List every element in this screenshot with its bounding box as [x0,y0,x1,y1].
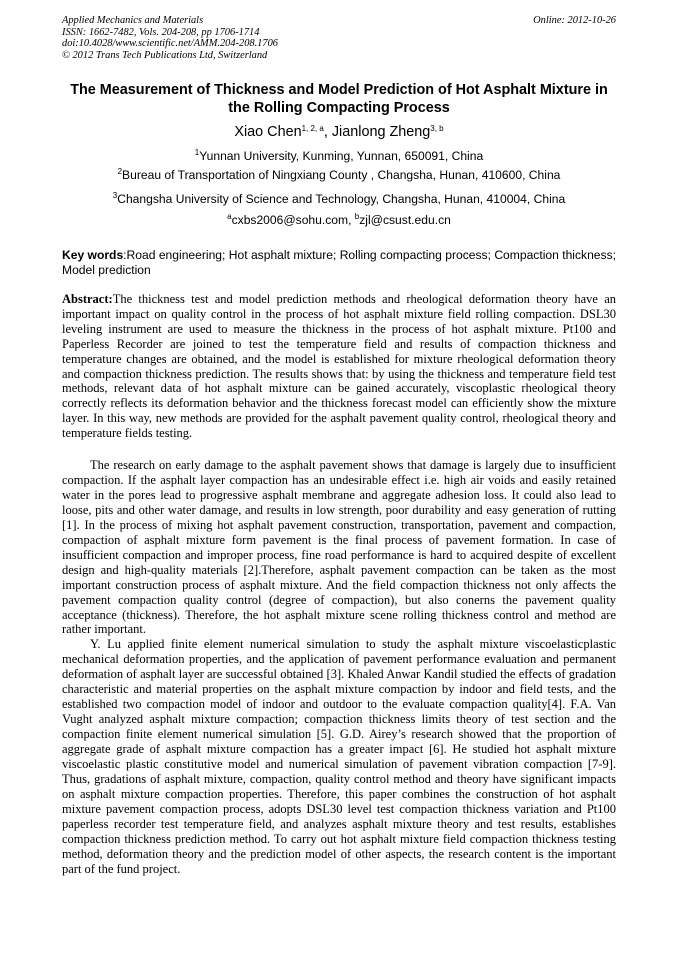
author-name: Xiao Chen [234,124,302,140]
paper-title: The Measurement of Thickness and Model Prediction of Hot Asphalt Mixture in the Rolling Compacting Process [70,82,608,116]
affiliation [62,168,616,184]
affiliation-superscript: 3 [112,191,118,200]
email-link[interactable]: zjl@csust.edu.cn [359,213,451,227]
copyright-line: © 2012 Trans Tech Publications Ltd, Switzerland [62,49,268,61]
abstract-section [62,292,616,441]
affiliation [62,149,616,165]
author-superscript: 3, b [430,124,444,133]
keywords-section [62,248,616,278]
email-superscript: b [354,212,360,221]
affiliation-superscript: 1 [194,148,200,157]
doi-line: doi:10.4028/www.scientific.net/AMM.204-208.1706 [62,38,278,50]
issn-line: ISSN: 1662-7482, Vols. 204-208, pp 1706-1714 [62,26,260,38]
affiliation-superscript: 2 [117,167,123,176]
author-emails [62,213,616,229]
keywords-text: Road engineering; Hot asphalt mixture; Rolling compacting process; Compaction thickness; Model prediction [62,248,616,278]
abstract-text: The thickness test and model prediction methods and rheological deformation theory have an important impact on quality control in the process of hot asphalt mixture field rolling compaction. DSL30 leveling instrument are used to measure the thickness in the process of hot asphalt mixture. Pt100 and Paperless Recorder are joined to test the temperature field and results of compaction thickness and temperature changes are obtained, and the model is established for mixture rheological deformation theory and compaction thickness prediction. The results shows that: by using the thickness and temperature field test methods, relevant data of hot asphalt mixture can be gained accurately, viscoplastic rheological theory correctly reflects its deformation behavior and the thickness forecast model can efficiently show the mixture layer. In this way, new methods are provided for the asphalt pavement quality control, rheological theory and temperature fields testing. [62,292,616,441]
keywords-separator: : [123,248,127,262]
abstract-label: Abstract: [62,292,113,306]
author-name: Jianlong Zheng [331,124,431,140]
body-paragraph: Y. Lu applied finite element numerical simulation to study the asphalt mixture viscoelasticplastic mechanical deformation properties, and the application of pavement performance evaluation and permanent deformation of asphalt layer are successful obtained [3]. Khaled Anwar Kandil studied the effects of gradation characteristic and material properties on the asphalt mixture compaction by indoor and field tests, and the established two compaction model of indoor and outdoor to the evaluate compaction quality[4]. F.A. Van Vught analyzed asphalt mixture compaction; compaction thickness limits theory of test section and the compaction finite element numerical simulation [5]. G.D. Airey’s research showed that the proportion of aggregate grade of asphalt mixture compaction has a greater impact [6]. He studied hot asphalt mixture viscoelastic plastic constitutive model and numerical simulation of pavement vibration compaction [7-9]. Thus, gradations of asphalt mixture, compaction, quality control method and theory have significant impacts on asphalt mixture compaction properties. Therefore, this paper combines the construction of hot asphalt mixture pavement compaction process, adopts DSL30 level test compaction thickness variation and Pt100 paperless recorder test temperature field, and analyzes asphalt mixture theory and test results, establishes compaction thickness prediction method. To carry out hot asphalt mixture field compaction thickness testing method, deformation theory and the prediction model of other aspects, the research content is the important part of the fund project. [62,637,616,876]
body-text [62,458,616,877]
online-date: Online: 2012-10-26 [533,15,616,26]
keywords-label: Key words [62,248,124,262]
affiliation-text: Bureau of Transportation of Ningxiang County , Changsha, Hunan, 410600, China [122,168,561,182]
author-superscript: 1, 2, a [301,124,324,133]
journal-header [62,15,616,61]
affiliation-text: Yunnan University, Kunming, Yunnan, 650091, China [199,149,484,163]
email-superscript: a [227,212,232,221]
affiliation [62,192,616,208]
email-link[interactable]: cxbs2006@sohu.com, [231,213,355,227]
journal-name: Applied Mechanics and Materials [62,15,204,26]
author-list [62,123,616,143]
author-separator: , [323,124,332,140]
affiliation-text: Changsha University of Science and Technology, Changsha, Hunan, 410004, China [117,192,566,206]
body-paragraph: The research on early damage to the asphalt pavement shows that damage is largely due to insufficient compaction. If the asphalt layer compaction has an undesirable effect i.e. high air voids and easily retained water in the pores lead to progressive asphalt membrane and aggregate adhesion loss. It could also lead to loose, pits and other water damage, and results in low strength, poor durability and easy generation of rutting [1]. In the process of mixing hot asphalt pavement construction, transportation, pavement and compaction, compaction of asphalt mixture form pavement is the final process of pavement formation. In case of insufficient compaction and improper process, fine road performance is hard to acquired despite of excellent design and high-quality materials [2].Therefore, asphalt pavement compaction can be taken as the most important construction process of asphalt mixture. And the field compaction thickness not only affects the pavement compaction quality control (degree of compaction), but also conerns the pavement quality acceptance (thickness). Therefore, the hot asphalt mixture scene rolling thickness control and method are rather important. [62,458,616,637]
